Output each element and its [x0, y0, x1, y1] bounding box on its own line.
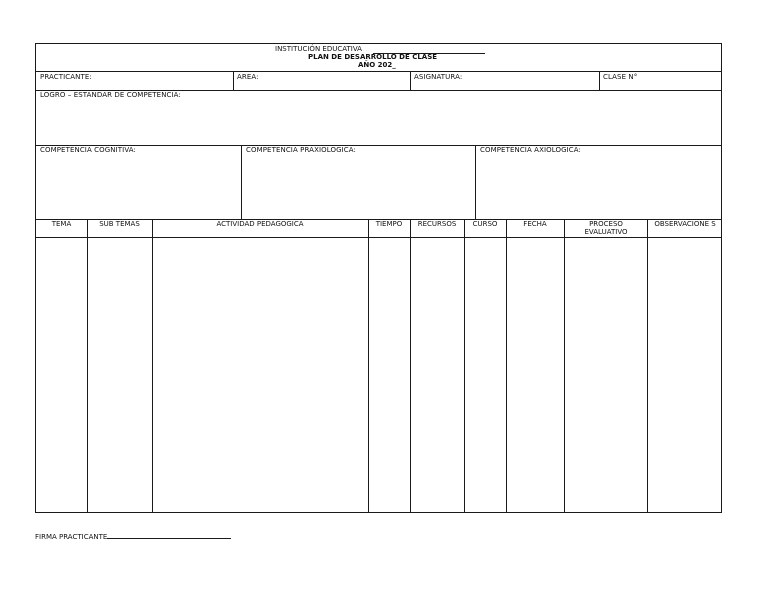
divider — [599, 71, 600, 90]
column-header-tiempo: TIEMPO — [375, 220, 403, 228]
competencia-cognitiva-field[interactable]: COMPETENCIA COGNITIVA: — [40, 146, 137, 154]
asignatura-field[interactable]: ASIGNATURA: — [414, 73, 463, 81]
divider — [475, 145, 476, 219]
signature-line[interactable] — [35, 531, 231, 541]
divider — [233, 71, 234, 90]
column-header-fecha: FECHA — [523, 220, 547, 228]
signature-blank[interactable] — [107, 531, 231, 539]
divider — [241, 145, 242, 219]
column-header-tema: TEMA — [51, 220, 72, 228]
competencia-axiologica-field[interactable]: COMPETENCIA AXIOLOGICA: — [480, 146, 582, 154]
column-header-observaciones: OBSERVACIONE S — [654, 220, 716, 228]
table-body[interactable] — [36, 238, 721, 512]
competencia-praxiologica-field[interactable]: COMPETENCIA PRAXIOLOGICA: — [246, 146, 357, 154]
firma-practicante-label: FIRMA PRACTICANTE — [35, 533, 108, 541]
divider — [410, 71, 411, 90]
column-header-actividad-pedagogica: ACTIVIDAD PEDAGOGICA — [216, 220, 304, 228]
year-label: AÑO 202_ — [358, 61, 396, 69]
area-field[interactable]: AREA: — [237, 73, 259, 81]
column-header-curso: CURSO — [472, 220, 498, 228]
class-plan-form — [35, 43, 722, 513]
plan-title: PLAN DE DESARROLLO DE CLASE — [308, 53, 438, 61]
institution-label: INSTITUCIÓN EDUCATIVA — [275, 45, 362, 53]
column-header-sub-temas: SUB TEMAS — [99, 220, 140, 228]
divider — [36, 145, 721, 146]
logro-field[interactable]: LOGRO – ESTANDAR DE COMPETENCIA: — [40, 91, 181, 99]
divider — [36, 71, 721, 72]
column-header-recursos: RECURSOS — [417, 220, 457, 228]
column-header-proceso-evaluativo: PROCESO EVALUATIVO — [584, 220, 628, 236]
clase-field[interactable]: CLASE N° — [603, 73, 638, 81]
practicante-field[interactable]: PRACTICANTE: — [40, 73, 92, 81]
